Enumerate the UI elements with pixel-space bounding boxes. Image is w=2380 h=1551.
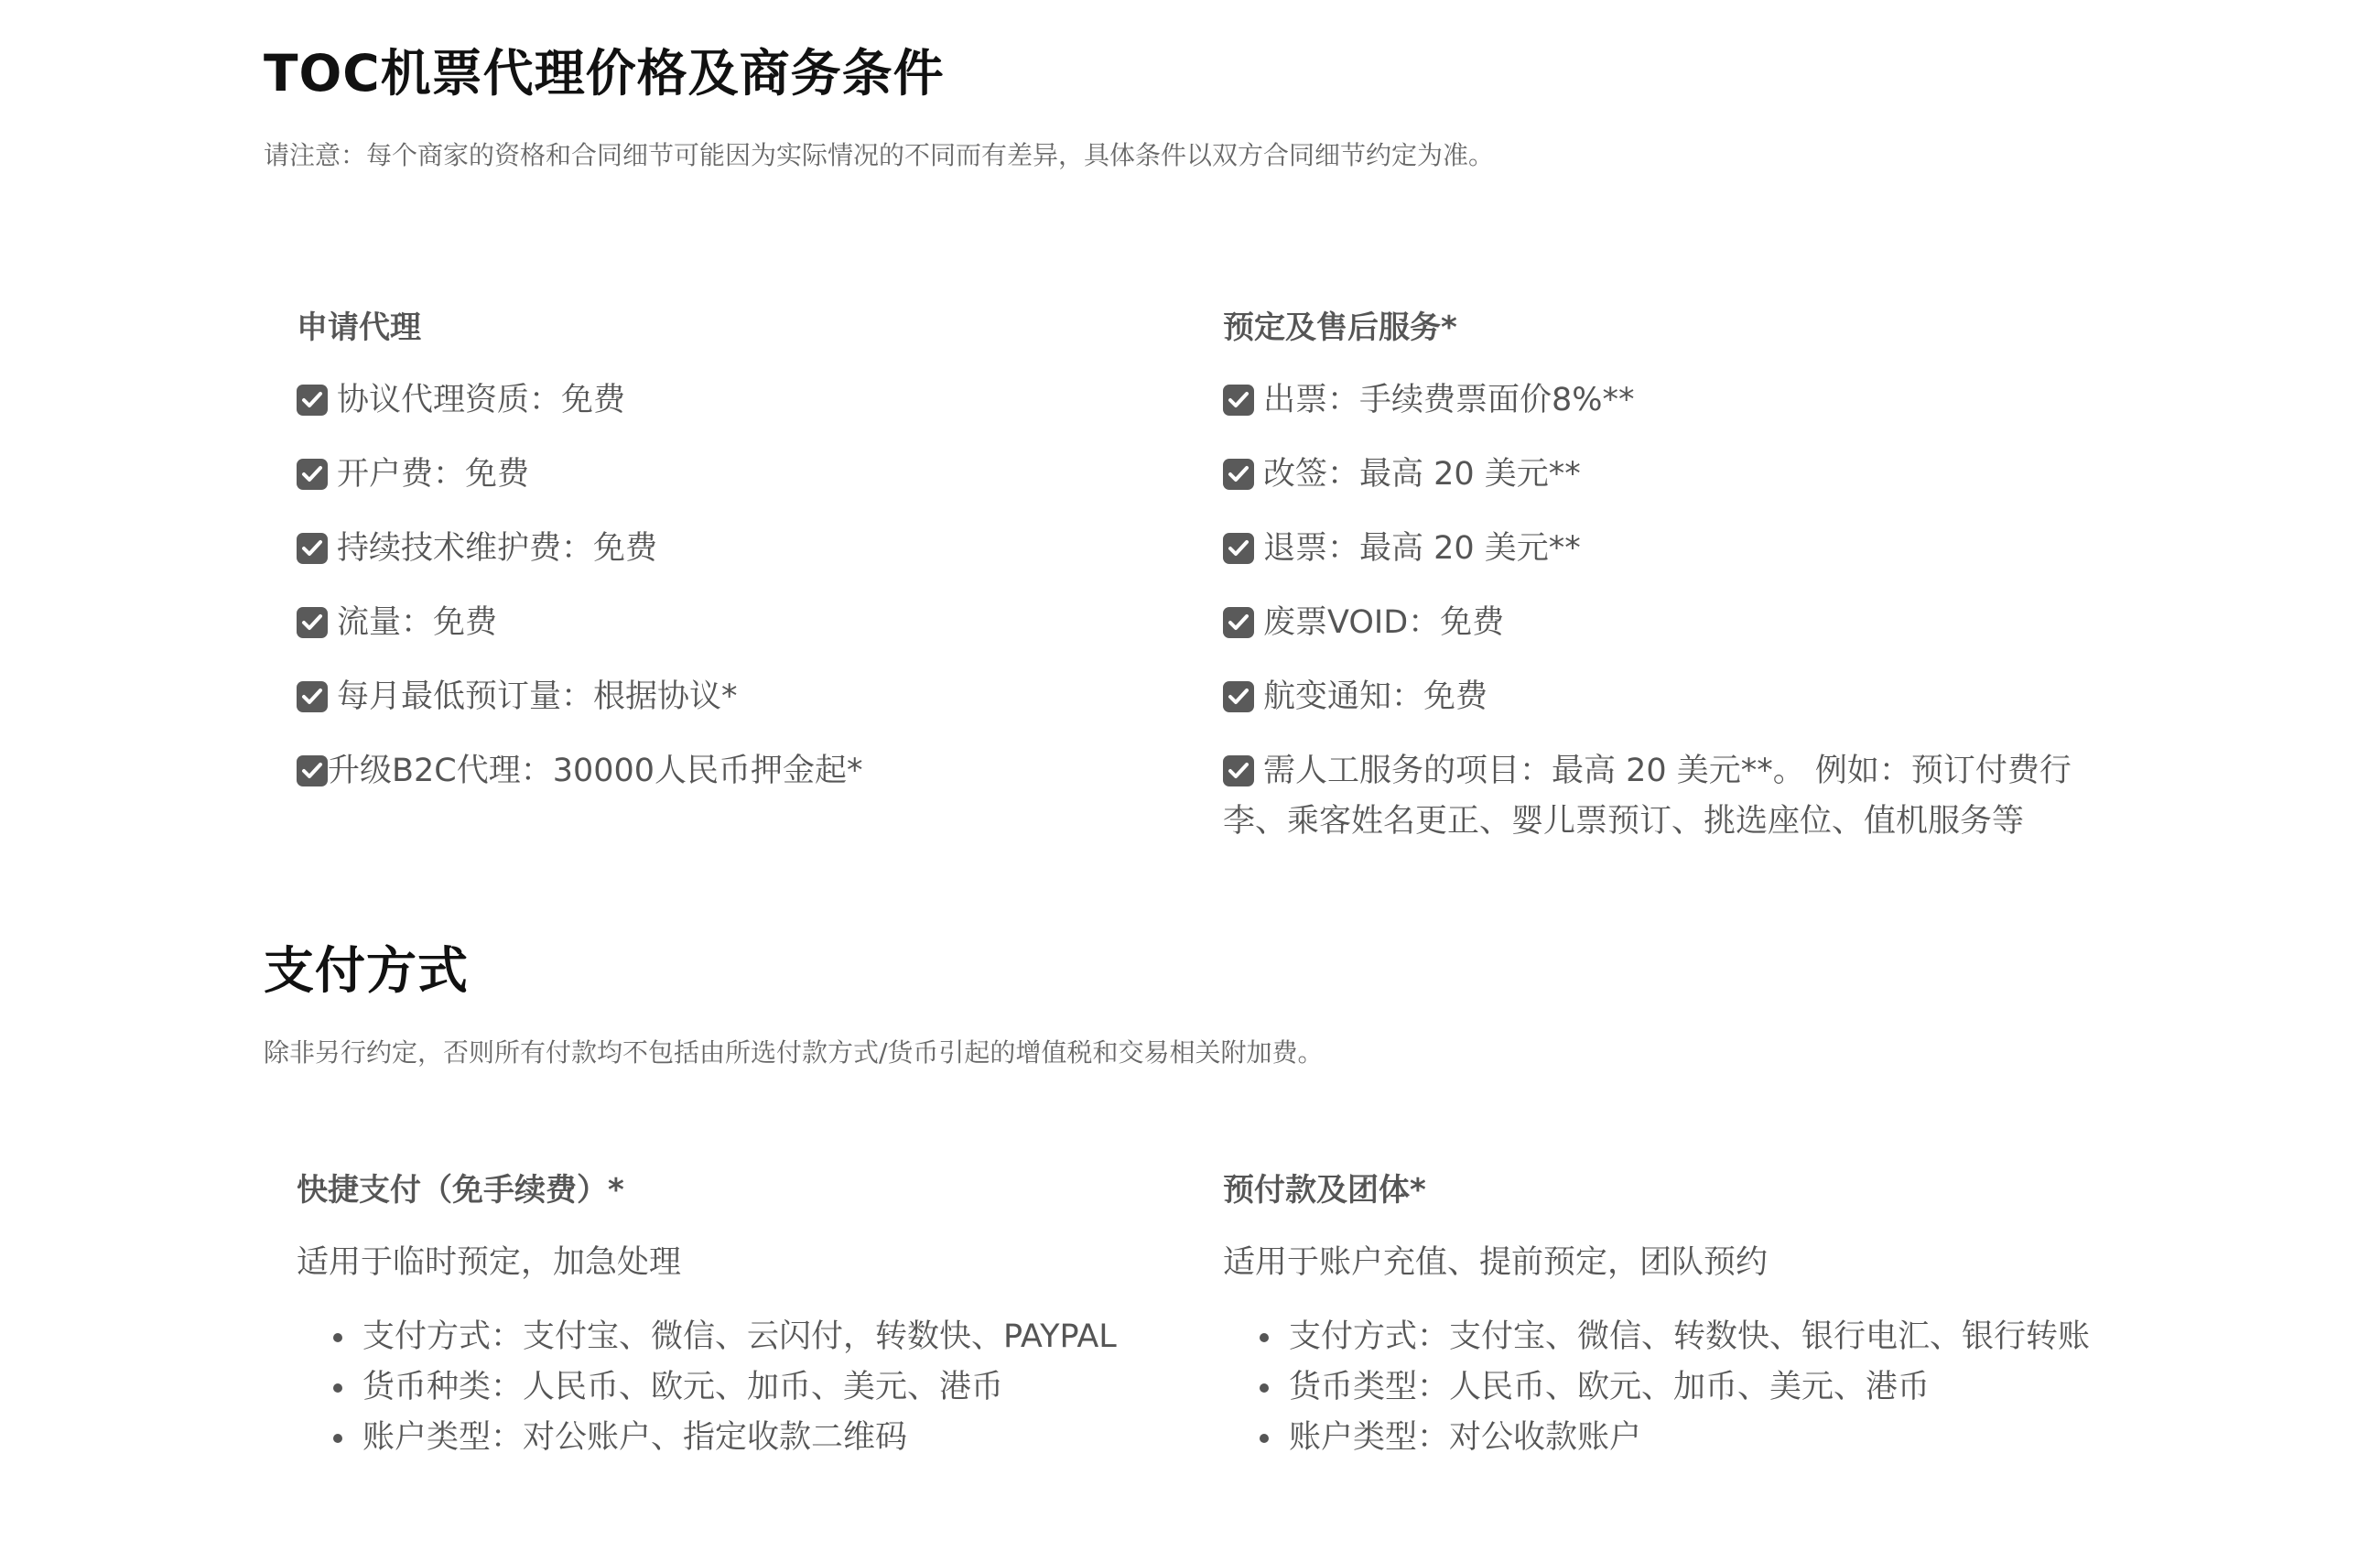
payment-columns xyxy=(264,1166,2116,1551)
check-item-label: 退票：最高 20 美元** xyxy=(1263,530,1581,567)
list-item: 货币种类：人民币、欧元、加币、美元、港币 xyxy=(333,1362,1157,1413)
section-title-agency-pricing: TOC机票代理价格及商务条件 xyxy=(264,44,945,103)
prepay-group-list xyxy=(1223,1312,2102,1463)
checkbox-checked-icon xyxy=(1223,607,1254,638)
check-item-label: 开户费：免费 xyxy=(337,456,530,493)
quick-payment-title: 快捷支付（免手续费）* xyxy=(297,1172,624,1209)
check-item-qualification xyxy=(297,375,1157,426)
quick-payment-desc: 适用于临时预定，加急处理 xyxy=(297,1244,682,1281)
check-item-label: 需人工服务的项目：最高 20 美元**。 例如：预订付费行李、乘客姓名更正、婴儿票预订、挑选座位、值机服务等 xyxy=(1223,753,2072,840)
apply-agency-column xyxy=(297,304,1157,820)
check-item-manual-service xyxy=(1223,746,2102,847)
list-item: 支付方式：支付宝、微信、转数快、银行电汇、银行转账 xyxy=(1260,1312,2102,1362)
bullet-dot-icon xyxy=(333,1333,342,1342)
list-item: 账户类型：对公收款账户 xyxy=(1260,1413,2102,1463)
check-item-label: 持续技术维护费：免费 xyxy=(337,530,658,567)
checkbox-checked-icon xyxy=(1223,681,1254,712)
check-item-label: 流量：免费 xyxy=(337,604,498,641)
check-item-label: 升级B2C代理：30000人民币押金起* xyxy=(328,753,863,789)
bullet-dot-icon xyxy=(1260,1383,1269,1393)
booking-service-title: 预定及售后服务* xyxy=(1223,309,1457,346)
list-item: 账户类型：对公账户、指定收款二维码 xyxy=(333,1413,1157,1463)
checkbox-checked-icon xyxy=(1223,459,1254,490)
check-item-account-fee xyxy=(297,450,1157,500)
checkbox-checked-icon xyxy=(1223,533,1254,564)
check-item-maintenance xyxy=(297,524,1157,574)
booking-service-column xyxy=(1223,304,2102,871)
check-item-label: 废票VOID：免费 xyxy=(1263,604,1505,641)
check-item-min-booking xyxy=(297,672,1157,722)
check-item-refund xyxy=(1223,524,2102,574)
checkbox-checked-icon xyxy=(297,607,328,638)
check-item-ticketing xyxy=(1223,375,2102,426)
checkbox-checked-icon xyxy=(1223,385,1254,416)
apply-agency-title: 申请代理 xyxy=(297,309,421,346)
bullet-dot-icon xyxy=(333,1434,342,1443)
check-item-traffic xyxy=(297,598,1157,648)
list-item: 货币类型：人民币、欧元、加币、美元、港币 xyxy=(1260,1362,2102,1413)
section-note-payment: 除非另行约定，否则所有付款均不包括由所选付款方式/货币引起的增值税和交易相关附加费。 xyxy=(264,1037,1324,1068)
section-note-agency: 请注意：每个商家的资格和合同细节可能因为实际情况的不同而有差异，具体条件以双方合同细节约定为准。 xyxy=(264,140,1495,170)
bullet-dot-icon xyxy=(1260,1333,1269,1342)
check-item-flight-change-notice xyxy=(1223,672,2102,722)
prepay-group-column xyxy=(1223,1166,2102,1463)
check-item-label: 改签：最高 20 美元** xyxy=(1263,456,1581,493)
check-item-change xyxy=(1223,450,2102,500)
checkbox-checked-icon xyxy=(297,385,328,416)
checkbox-checked-icon xyxy=(297,459,328,490)
checkbox-checked-icon xyxy=(1223,755,1254,786)
prepay-group-desc: 适用于账户充值、提前预定，团队预约 xyxy=(1223,1244,1769,1281)
check-item-b2c-upgrade xyxy=(297,746,1157,797)
check-item-void xyxy=(1223,598,2102,648)
checkbox-checked-icon xyxy=(297,681,328,712)
bullet-dot-icon xyxy=(333,1383,342,1393)
checkbox-checked-icon xyxy=(297,533,328,564)
check-item-label: 协议代理资质：免费 xyxy=(337,382,626,418)
prepay-group-title: 预付款及团体* xyxy=(1223,1172,1426,1209)
check-item-label: 航变通知：免费 xyxy=(1263,678,1488,715)
section-title-payment: 支付方式 xyxy=(264,941,470,1000)
quick-payment-column xyxy=(297,1166,1157,1463)
check-item-label: 出票：手续费票面价8%** xyxy=(1263,382,1635,418)
checkbox-checked-icon xyxy=(297,755,328,786)
check-item-label: 每月最低预订量：根据协议* xyxy=(337,678,738,715)
list-item: 支付方式：支付宝、微信、云闪付，转数快、PAYPAL xyxy=(333,1312,1157,1362)
quick-payment-list xyxy=(297,1312,1157,1463)
agency-columns xyxy=(264,304,2116,853)
bullet-dot-icon xyxy=(1260,1434,1269,1443)
